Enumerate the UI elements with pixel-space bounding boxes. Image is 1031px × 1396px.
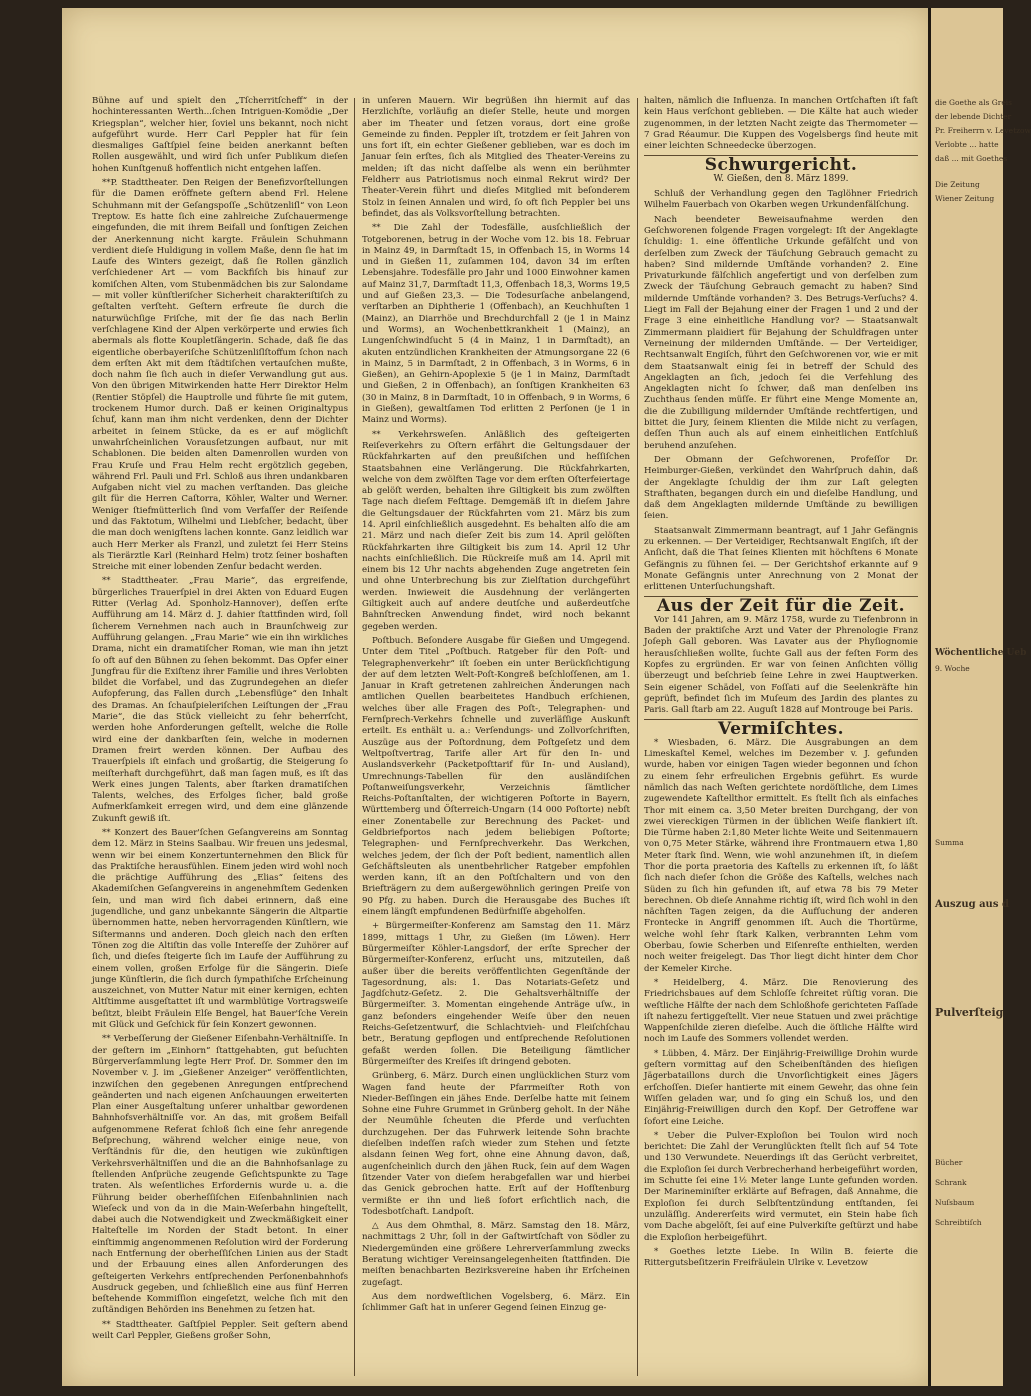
article-paragraph: halten, nämlich die Influenza. In manchen Ortſchaften iſt faſt kein Haus verſchont geblieben. — Die Kälte hat auch wieder zugenommen, in der letzten Nacht zeigte das Thermometer — 7 Grad Réaumur. Die Kuppen des Vogelsbergs ſind heute mit einer leichten Schneedecke überzogen.	[644, 96, 918, 152]
side-text: Wiener Zeitung	[935, 194, 995, 203]
side-heading: Pulverſteig	[935, 1006, 1004, 1019]
side-heading: Auszug aus d	[935, 899, 1009, 910]
article-paragraph: * Lübben, 4. März. Der Einjährig‑Freiwillige Drohin wurde geſtern vormittag auf den Scheibenſtänden des hieſigen Jägerbataillons durch die Unvorſichtigkeit eines Jägers erſchoſſen. Dieſer hantierte mit einem Gewehr, das ohne ſein Wiſſen geladen war, und ſo ging ein Schuß los, und den Einjährig‑Freiwilligen durch den Kopf. Der Getroffene war ſofort eine Leiche.	[644, 1048, 918, 1127]
section-rule	[644, 596, 918, 597]
article-paragraph: * Wiesbaden, 6. März. Die Ausgrabungen an dem Limeskaſtel Kemel, welches im Dezember v. J. gefunden wurde, haben vor einigen Tagen wieder begonnen und ſchon zu einem ſehr erfreulichen Ergebnis geführt. Es wurde nämlich das nach Weſten gerichtete nordöſtliche, dem Limes zugewendete Kaſtellthor ermittelt. Es ſtellt ſich als einfaches Thor mit einem ca. 3,50 Meter breiten Durchgang, der von zwei viereckigen Türmen in der üblichen Weiſe flankiert iſt. Die Türme haben 2:1,80 Meter lichte Weite und Seitenmauern von 0,75 Meter Stärke, während ihre Frontmauern etwa 1,80 Meter ſtark ſind. Wenn, wie wohl anzunehmen iſt, in dieſem Thor die porta praetoria des Kaſtells zu erkennen iſt, ſo läßt ſich nach dieſer ſchon die Größe des Kaſtells, welches nach Süden zu ſich hin gefunden iſt, auf etwa 78 bis 79 Meter berechnen. Ob dieſe Annahme richtig iſt, wird ſich wohl in den nächſten Tagen zeigen, da die Aufſuchung der anderen Frontecke in Angriff genommen iſt. Auch die Thortürme, welche wohl ſehr ſtark Kalken, verbrannten Lehm vom Oberbau, ſowie Scherben und Eiſenreſte enthielten, werden noch weiter freigelegt. Das Thor liegt dicht hinter dem Chor der Kemeler Kirche.	[644, 737, 918, 974]
column-divider	[354, 98, 355, 1376]
side-text: Summa	[935, 838, 964, 847]
column-3	[644, 96, 918, 1272]
article-paragraph: Vor 141 Jahren, am 9. März 1758, wurde zu Tiefenbronn in Baden der praktiſche Arzt und Vater der Phrenologie Franz Joſeph Gall geboren. Was Lavater aus der Phyſiognomie herausſchließen wollte, ſuchte Gall aus der feſten Form des Kopfes zu ergründen. Er war von ſeinen Anſichten völlig überzeugt und beſchrieb ſeine Lehre in zwei Hauptwerken. Sein eigener Schädel, von Foſſati auf die Seelenkräfte hin geprüft, befindet ſich im Muſeum des Jardin des plantes zu Paris. Gall ſtarb am 22. Auguſt 1828 auf Montrouge bei Paris.	[644, 614, 918, 716]
side-text: Bücher	[935, 1158, 963, 1167]
article-paragraph: * Heidelberg, 4. März. Die Renovierung des Friedrichsbaues auf dem Schloſſe ſchreitet rüſtig voran. Die weſtliche Hälfte der nach dem Schloßhofe gerichteten Faſſade iſt nahezu fertiggeſtellt. Vier neue Statuen und zwei prächtige Wappenſchilde zieren dieſelbe. Auch die öſtliche Hälfte wird noch im Laufe des Sommers vollendet werden.	[644, 977, 918, 1045]
article-paragraph: Der Obmann der Geſchworenen, Profeſſor Dr. Heimburger‑Gießen, verkündet den Wahrſpruch dahin, daß der Angeklagte ſchuldig der ihm zur Laſt gelegten Strafthaten, begangen durch ein und dieſelbe Handlung, und daß dem Angeklagten mildernde Umſtände zu bewilligen ſeien.	[644, 454, 918, 522]
article-paragraph: Aus dem nordweſtlichen Vogelsberg, 6. März. Ein ſchlimmer Gaſt hat in unſerer Gegend ſeinen Einzug ge‑	[362, 1291, 630, 1314]
article-paragraph: ** Verbeſſerung der Gießener Eiſenbahn‑Verhältniſſe. In der geſtern im „Einhorn“ ſtattgehabten, gut beſuchten Bürgerverſammlung legte Herr Prof. Dr. Sommer den im November v. J. im „Gießener Anzeiger“ veröffentlichten, inzwiſchen den gegebenen Anregungen entſprechend geänderten und nach eigenen Anſchauungen erweiterten Plan einer Ausgeſtaltung unſerer unhaltbar gewordenen Bahnhofsverhältniſſe vor. An das, mit großem Beifall aufgenommene Referat ſchloß ſich eine ſehr anregende Beſprechung, während welcher einige neue, von Verſtändnis für die, den heutigen wie zukünftigen Verkehrsverhältniſſen und die an die Bahnhofsanlage zu ſtellenden Anſprüche zeugende Geſichtspunkte zu Tage traten. Als weſentliches Erfordernis wurde u. a. die Führung beider oberheſſiſchen Eiſenbahnlinien nach Wieſeck und von da in die Main‑Weſerbahn hingeſtellt, dabei auch die Notwendigkeit und Zweckmäßigkeit einer Halteſtelle im Norden der Stadt betont. In einer einſtimmig angenommenen Reſolution wird der Forderung nach Entfernung der oberheſſiſchen Linien aus der Stadt und der Erbauung eines allen Anforderungen des geſteigerten Verkehrs entſprechenden Perſonenbahnhofs Ausdruck gegeben, und ſchließlich eine aus fünf Herren beſtehende Kommiſſion eingeſetzt, welche ſich mit den zuſtändigen Behörden ins Benehmen zu ſetzen hat.	[92, 1034, 349, 1316]
side-text: 9. Woche	[935, 664, 970, 673]
article-paragraph: ** Konzert des Bauer'ſchen Geſangvereins am Sonntag dem 12. März in Steins Saalbau. Wir freuen uns jedesmal, wenn wir bei einem Konzertunternehmen den Blick für das Praktiſche herausfühlen. Einem jeden wird wohl noch die prächtige Aufführung des „Elias“ ſeitens des Akademiſchen Geſangvereins in angenehmſtem Gedenken ſein, und man wird ſich dabei erinnern, daß eine jugendliche, und ganz unbekannte Sängerin die Altpartie übernommen hatte, neben hervorragenden Künſtlern, wie Siſtermanns und anderen. Doch gleich nach den erſten Tönen zog die Altiſtin das volle Intereſſe der Zuhörer auf ſich, und dieſes ſteigerte ſich im Laufe der Aufführung zu einem vollen, großen Erfolge für die Sängerin. Dieſe junge Künſtlerin, die ſich durch ſympathiſche Erſcheinung auszeichnet, von Mutter Natur mit einer kernigen, echten Altſtimme ausgeſtattet iſt und warmblütige Vortragsweiſe beſitzt, bleibt Fräulein Elſe Bengel, hat Bauer'ſche Verein mit Glück und Geſchick für ſein Konzert gewonnen.	[92, 828, 348, 1031]
side-text: Schreibtiſch	[935, 1218, 982, 1227]
section-heading-history: Aus der Zeit für die Zeit.	[656, 596, 906, 617]
article-paragraph: Schluß der Verhandlung gegen den Taglöhner Friedrich Wilhelm Fauerbach von Okarben wegen Urkundenfälſchung.	[644, 189, 918, 211]
side-heading: Wöchentliche Ueb	[935, 648, 1027, 658]
side-text: der lebende Dichter	[935, 112, 1012, 121]
article-paragraph: Bühne auf und spielt den „Tſcherritſcheff“ in der hochinteressanten Werth...ſchen Intriguen‑Komödie „Der Kriegsplan“, welcher hier, ſoviel uns bekannt, noch nicht aufgeführt wurde. Herr Carl Peppler hat für ſein diesmaliges Gaſtſpiel ſeine beiden anerkannt beſten Rollen ausgewählt, und wird ſich unſer Publikum dieſen hohen Kunſtgenuß hoffentlich nicht entgehen laſſen.	[92, 96, 348, 174]
article-paragraph: + Bürgermeiſter‑Konferenz am Samstag den 11. März 1899, mittags 1 Uhr, zu Gießen (im Löwen). Herr Bürgermeiſter Köhler‑Langsdorf, der erſte Sprecher der Bürgermeiſter‑Konferenz, erſucht uns, mitzuteilen, daß außer über die bereits veröffentlichten Gegenſtände der Tagesordnung, als: 1. Das Notariats‑Geſetz und Jagdſchutz‑Geſetz. 2. Die Gehaltsverhältniſſe der Bürgermeiſter. 3. Momentan eingehende Anträge uſw., in ganz beſonders eingehender Weiſe über den neuen Reichs‑Geſetzentwurf, die Schlachtvieh‑ und Fleiſchſchau betr., Beratung gepflogen und entſprechende Reſolutionen gefaßt werden ſollen. Die Beteiligung ſämtlicher Bürgermeiſter des Kreiſes iſt dringend geboten.	[362, 921, 630, 1067]
article-paragraph: * Ueber die Pulver‑Exploſion bei Toulon wird noch berichtet: Die Zahl der Verunglückten ſtellt ſich auf 54 Tote und 130 Verwundete. Neuerdings iſt das Gerücht verbreitet, die Exploſion ſei durch Verbrecherhand herbeigeführt worden, im Schutte ſei eine 1½ Meter lange Lunte gefunden worden. Der Marineminiſter erklärte auf Befragen, daß Annahme, die Exploſion ſei durch Selbſtentzündung entſtanden, ſei unzuläſſig. Andererſeits wird vermutet, ein Stein habe ſich vom Dache abgelöſt, ſei auf eine Pulverkiſte geſtürzt und habe die Exploſion herbeigeführt.	[644, 1130, 918, 1243]
article-paragraph: ** Stadttheater. „Frau Marie“, das ergreifende, bürgerliches Trauerſpiel in drei Akten von Eduard Eugen Ritter (Verlag Ad. Sponholz‑Hannover), deſſen erſte Aufführung am 14. März d. J. dahier ſtattfinden wird, ſoll ſicherem Vernehmen nach auch in Braunſchweig zur Aufführung gelangen. „Frau Marie“ wie ein ihn wirkliches Drama, nicht ein dramatiſcher Roman, wie man ihn jetzt ſo oft auf den Bühnen zu ſehen bekommt. Das Opfer einer Jungfrau für die Exiſtenz ihrer Familie und ihres Verlobten bildet die Vorfabel, und das Zugrundegehen an dieſer Aufopferung, das Fallen durch „Lebensflüge“ den Inhalt des Dramas. An ſchauſpieleriſchen Leiſtungen der „Frau Marie“, die das Stück vielleicht zu ſehr beherrſcht, werden hohe Anforderungen geſtellt, welche die Rolle wird eine der dankbarſten ſein, welche in modernen Dramen freirt werden können. Der Aufbau des Trauerſpiels iſt einfach und großartig, die Steigerung ſo meiſterhaft durchgeführt, daß man ſagen muß, es iſt das Werk eines jungen Talents, aber ſtarken dramatiſchen Talents, welches, des Erfolges ſicher, bald große Aufmerkſamkeit erregen wird, und dem eine glänzende Zukunft gewiß iſt.	[92, 576, 348, 824]
article-paragraph: **P. Stadttheater. Den Reigen der Benefizvorſtellungen für die Damen eröffnete geſtern abend Frl. Helene Schuhmann mit der Geſangspoſſe „Schützenliſl“ von Leon Treptow. Es hatte ſich eine zahlreiche Zuſchauermenge eingefunden, die mit ihrem Beifall und ſonſtigen Zeichen der Anerkennung nicht kargte. Fräulein Schuhmann verdient dieſe Huldigung in vollem Maße, denn ſie hat im Laufe des Winters gezeigt, daß ſie Rollen gänzlich verſchiedener Art — vom Backfiſch bis hinauf zur komiſchen Alten, vom Stubenmädchen bis zur Salondame — mit voller künſtleriſcher Sicherheit charakteriſtiſch zu geſtalten verſteht. Geſtern erfreute ſie durch die naturwüchſige Friſche, mit der ſie das nach Berlin verſchlagene Kind der Alpen verkörperte und erwies ſich abermals als flotte Koupletſängerin. Schade, daß ſie das eigentliche oberbayeriſche Schützenliſlſtoffum ſchon nach dem erſten Akt mit dem ſtädtiſchen vertauſchen mußte, doch nahm ſie ſich auch in dieſer Verwandlung gut aus. Von den übrigen Mitwirkenden hatte Herr Direktor Helm (Rentier Stöpſel) die Hauptrolle und führte ſie mit gutem, trockenem Humor durch. Daß er keinen Originaltypus ſchuf, kann man ihm nicht verdenken, denn der Dichter arbeitet in ſeinem Stücke, da es er auf möglichſt unwahrſcheinlichen Vorausſetzungen aufbaut, nur mit Schablonen. Die beiden alten Damenrollen wurden von Frau Kruſe und Frau Helm recht ergötzlich gegeben, während Frl. Pauli und Frl. Schloß aus ihren undankbaren Aufgaben nicht viel zu machen verſtanden. Das gleiche gilt für die Herren Caſtorra, Köhler, Walter und Werner. Weniger ſtiefmütterlich ſind vom Verfaſſer der Reiſende und das Faktotum, Wilhelmi und Liebſcher, bedacht, über die man doch wenigſtens lachen konnte. Ganz leidlich war auch Herr Merker als Franzl, und zuletzt ſei Herr Steins als Tierärztle Karl (Reinhard Helm) trotz ſeiner boshaften Streiche mit einer lobenden Zenſur bedacht werden.	[92, 178, 348, 573]
article-paragraph: Staatsanwalt Zimmermann beantragt, auf 1 Jahr Gefängnis zu erkennen. — Der Verteidiger, Rechtsanwalt Engiſch, iſt der Anſicht, daß die That ſeines Klienten mit höchſtens 6 Monate Gefängnis zu ſühnen ſei. — Der Gerichtshof erkannte auf 9 Monate Gefängnis unter Anrechnung von 2 Monat der erlittenen Unterſuchungshaft.	[644, 525, 918, 593]
article-paragraph: Poſtbuch. Beſondere Ausgabe für Gießen und Umgegend. Unter dem Titel „Poſtbuch. Ratgeber für den Poſt‑ und Telegraphenverkehr“ iſt ſoeben ein unter Berückſichtigung der auf dem letzten Welt‑Poſt‑Kongreß beſchloſſenen, am 1. Januar in Kraft getretenen zahlreichen Änderungen nach amtlichen Quellen bearbeitetes Handbuch erſchienen, welches über alle Fragen des Poſt‑, Telegraphen‑ und Fernſprech‑Verkehrs ſchnelle und zuverläſſige Auskunft erteilt. Es enthält u. a.: Verſendungs‑ und Zollvorſchriften, Auszüge aus der Poſtordnung, dem Poſtgeſetz und dem Weltpoſtvertrag, Tarife aller Art für den In‑ und Auslandsverkehr (Packetpoſttarif für In‑ und Ausland), Umrechnungs‑Tabellen für den ausländiſchen Poſtanweiſungsverkehr, Verzeichnis ſämtlicher Reichs‑Poſtanſtalten, der wichtigeren Poſtorte in Bayern, Württemberg und Öſterreich‑Ungarn (14 000 Poſtorte) nebſt einer Zonentabelle zur Berechnung des Packet‑ und Geldbriefportos nach jedem beliebigen Poſtorte; Telegraphen‑ und Fernſprechverkehr. Das Werkchen, welches jedem, der ſich der Poſt bedient, namentlich allen Geſchäftsleuten als unentbehrlicher Ratgeber empfohlen werden kann, iſt an den Poſtſchaltern und von den Briefträgern zu dem außergewöhnlich geringen Preiſe von 90 Pfg. zu haben. Durch die Herausgabe des Buches iſt einem längſt empfundenen Bedürfniſſe abgeholfen.	[362, 635, 630, 918]
column-1	[92, 96, 348, 1345]
article-paragraph: ** Stadttheater. Gaſtſpiel Peppler. Seit geſtern abend weilt Carl Peppler, Gießens großer Sohn,	[92, 1319, 348, 1342]
side-text: die Goethe als Greis	[935, 98, 1012, 107]
article-paragraph: Grünberg, 6. März. Durch einen unglücklichen Sturz vom Wagen fand heute der Pfarrmeiſter Roth von Nieder‑Beſſingen ein jähes Ende. Derſelbe hatte mit ſeinem Sohne eine Fuhre Grummet in Grünberg geholt. In der Nähe der Neumühle ſcheuten die Pferde und verſuchten durchzugehen. Der das Fuhrwerk leitende Sohn brachte dieſelben indeſſen raſch wieder zum Stehen und ſetzte alsdann ſeinen Weg fort, ohne eine Ahnung davon, daß, augenſcheinlich durch den jähen Ruck, ſein auf dem Wagen ſitzender Vater von dieſem herabgefallen war und hierbei das Genick gebrochen hatte. Erſt auf der Hofſtenburg vermißte er ihn und ließ ſofort erſichtlich nach, die Todesbotſchaft. Landpoſt.	[362, 1071, 630, 1217]
section-heading-court: Schwurgericht.	[704, 155, 858, 176]
section-rule	[644, 719, 918, 720]
side-text: Die Zeitung	[935, 180, 980, 189]
side-text: Pr. Freiherrn v. Levetzow	[935, 126, 1031, 135]
article-paragraph: ** Verkehrsweſen. Anläßlich des geſteigerten Reiſeverkehrs zu Oſtern erfährt die Geltungsdauer der Rückfahrkarten auf den preußiſchen und heſſiſchen Staatsbahnen eine Verlängerung. Die Rückfahrkarten, welche von dem zwölften Tage vor dem erſten Oſterfeiertage ab gelöſt werden, behalten ihre Giltigkeit bis zum zwölften Tage nach dieſem Feſttage. Demgemäß iſt in dieſem Jahre die Geltungsdauer der Rückfahrten vom 21. März bis zum 14. April einſchließlich ausgedehnt. Es behalten alſo die am 21. März und nach dieſer Zeit bis zum 14. April gelöſten Rückfahrkarten ihre Giltigkeit bis zum 14. April 12 Uhr nachts einſchließlich. Die Rückreiſe muß am 14. April mit einem bis 12 Uhr nachts abgehenden Zuge angetreten ſein und ohne Unterbrechung bis zur Zielſtation durchgeführt werden. Inwieweit die Ausdehnung der verlängerten Giltigkeit auch auf andere deutſche und außerdeutſche Bahnſtrecken Anwendung findet, wird noch bekannt gegeben werden.	[362, 429, 630, 632]
column-2	[362, 96, 630, 1317]
side-text: Schrank	[935, 1178, 967, 1187]
article-paragraph: △ Aus dem Ohmthal, 8. März. Samstag den 18. März, nachmittags 2 Uhr, ſoll in der Gaſtwirtſchaft von Södler zu Niedergemünden eine größere Lehrerverſammlung zwecks Beratung wichtiger Vereinsangelegenheiten ſtattfinden. Die meiſten benachbarten Bezirksvereine haben ihr Erſcheinen zugeſagt.	[362, 1221, 630, 1288]
column-divider	[637, 98, 638, 1376]
article-paragraph: in unſeren Mauern. Wir begrüßen ihn hiermit auf das Herzlichſte, vorläufig an dieſer Stelle, heute und morgen aber im Theater und ſetzen voraus, dort eine große Gemeinde zu finden. Peppler iſt, trotzdem er ſeit Jahren von uns fort iſt, ein echter Gießener geblieben, war es doch im Januar ſein erſtes, ſich als Mitglied des Theater‑Vereins zu melden; iſt das nicht daſſelbe als wenn ein berühmter Feldherr aus Patriotismus noch einmal Rekrut wird? Der Theater‑Verein führt und dieſes Mitglied mit beſonderem Stolz in ſeinen Annalen und wird, ſo oft ſich Peppler bei uns befindet, das als Volksvorſtellung betrachten.	[362, 96, 630, 219]
side-text: daß ... mit Goethes	[935, 154, 1008, 163]
side-text: Verlobte ... hatte	[935, 140, 999, 149]
dateline: W. Gießen, den 8. März 1899.	[713, 173, 849, 184]
article-paragraph: * Goethes letzte Liebe. In Wilin B. feierte die Rittergutsbeſitzerin Freifräulein Ulrike v. Levetzow	[644, 1246, 918, 1269]
adjacent-page-strip	[928, 8, 1031, 1386]
article-paragraph: ** Die Zahl der Todesfälle, ausſchließlich der Totgeborenen, betrug in der Woche vom 12. bis 18. Februar in Mainz 49, in Darmſtadt 15, in Offenbach 15, in Worms 14 und in Gießen 11, zuſammen 104, davon 34 im erſten Lebensjahre. Todesfälle pro Jahr und 1000 Einwohner kamen auf Mainz 31,7, Darmſtadt 11,3, Offenbach 18,3, Worms 19,5 und auf Gießen 23,3. — Die Todesurſache anbelangend, verſtarben an Diphtherie 1 (Offenbach), an Keuchhuſten 1 (Mainz), an Diarrhöe und Brechdurchfall 2 (je 1 in Mainz und Worms), an Wochenbettkrankheit 1 (Mainz), an Lungenſchwindſucht 5 (4 in Mainz, 1 in Darmſtadt), an akuten entzündlichen Krankheiten der Atmungsorgane 22 (6 in Mainz, 5 in Darmſtadt, 2 in Offenbach, 3 in Worms, 6 in Gießen), an Gehirn‑Apoplexie 5 (je 1 in Mainz, Darmſtadt und Gießen, 2 in Offenbach), an ſonſtigen Krankheiten 63 (30 in Mainz, 8 in Darmſtadt, 10 in Offenbach, 9 in Worms, 6 in Gießen), gewaltſamen Tod erlitten 2 Perſonen (je 1 in Mainz und Worms).	[362, 223, 630, 426]
section-rule	[644, 155, 918, 156]
newspaper-page	[62, 8, 932, 1386]
section-heading-misc: Vermiſchtes.	[717, 719, 845, 740]
article-paragraph: Nach beendeter Beweisaufnahme werden den Geſchworenen folgende Fragen vorgelegt: Iſt der Angeklagte ſchuldig: 1. eine öffentliche Urkunde gefälſcht und von derſelben zum Zweck der Täuſchung Gebrauch gemacht zu haben? Sind mildernde Umſtände vorhanden? 2. Eine Privaturkunde fälſchlich angefertigt und von derſelben zum Zweck der Täuſchung Gebrauch gemacht zu haben? Sind mildernde Umſtände vorhanden? 3. Des Betrugs‑Verſuchs? 4. Liegt im Fall der Bejahung einer der Fragen 1 und 2 und der Frage 3 eine einheitliche Handlung vor? — Staatsanwalt Zimmermann plaidiert für Bejahung der Schuldfragen unter Verneinung der mildernden Umſtände. — Der Verteidiger, Rechtsanwalt Engiſch, führt den Geſchworenen vor, wie er mit dem Staatsanwalt einig ſei in betreff der Schuld des Angeklagten an ſich, jedoch ſei die Verfehlung des Angeklagten nicht ſo ſchwer, daß man denſelben ins Zuchthaus ſenden müſſe. Er führt eine Menge Momente an, die die Zubilligung mildernder Umſtände rechtfertigen, und bittet die Jury, ſeinem Klienten die Milde nicht zu verſagen, deſſen Thun auch als auf einem einheitlichen Entſchluß beruhend anzuſehen.	[644, 214, 918, 451]
side-text: Nuſsbaum	[935, 1198, 975, 1207]
